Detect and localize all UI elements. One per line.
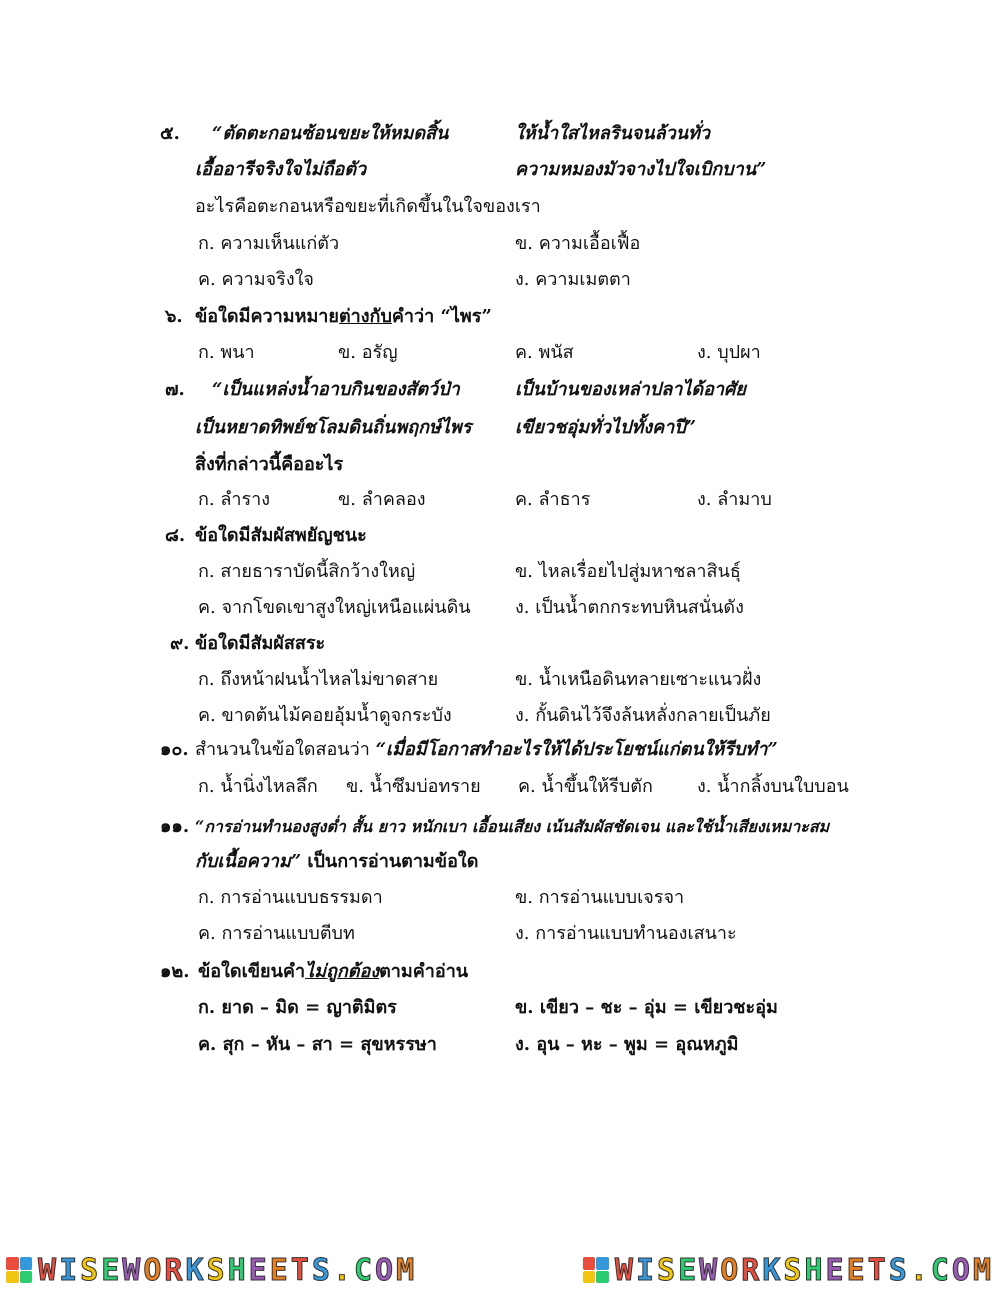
q11-question-line2-post: เป็นการอ่านตามข้อใด (301, 851, 479, 872)
footer-brand-text-left: WISEWORKSHEETS.COM (38, 1252, 418, 1288)
q7-poem-line2-right: เขียวชอุ่มทั่วไปทั้งคาปี” (515, 417, 697, 438)
footer-brand-left (6, 1253, 417, 1288)
q11-question-line2-quote: กับเนื้อความ” (195, 851, 302, 872)
q6-choice-a[interactable]: ก. พนา (198, 342, 255, 363)
q5-poem-line1-left: “ตัดตะกอนซ้อนขยะให้หมดสิ้น (212, 123, 449, 144)
q7-poem-line1-left: “เป็นแหล่งน้ำอาบกินของสัตว์ป่า (212, 379, 460, 400)
q5-choice-a[interactable]: ก. ความเห็นแก่ตัว (198, 233, 340, 254)
q11-choice-b[interactable]: ข. การอ่านแบบเจรจา (515, 887, 685, 908)
q6-question-post: คำว่า “ไพร” (391, 306, 492, 327)
q9-number: ๙. (170, 633, 190, 654)
q11-choice-c[interactable]: ค. การอ่านแบบตีบท (198, 923, 355, 944)
q7-question: สิ่งที่กล่าวนี้คืออะไร (195, 454, 344, 475)
q10-choice-b[interactable]: ข. น้ำซึมบ่อทราย (346, 776, 481, 797)
q8-choice-d[interactable]: ง. เป็นน้ำตกกระทบหินสนั่นดัง (515, 597, 744, 618)
q5-poem-line1-right: ให้น้ำใสไหลรินจนล้วนทั่ว (515, 123, 711, 144)
q9-choice-c[interactable]: ค. ขาดต้นไม้คอยอุ้มน้ำดูจกระบัง (198, 705, 452, 726)
q7-choice-a[interactable]: ก. ลำราง (198, 489, 271, 510)
q6-number: ๖. (165, 306, 183, 327)
q6-choice-c[interactable]: ค. พนัส (515, 342, 574, 363)
q12-choice-a[interactable]: ก. ยาด – มิด = ญาติมิตร (198, 997, 397, 1018)
q7-poem-line2-left: เป็นหยาดทิพย์ชโลมดินถิ่นพฤกษ์ไพร (195, 417, 472, 438)
q10-question-pre: สำนวนในข้อใดสอนว่า (195, 739, 370, 760)
wiseworksheets-logo-icon (583, 1257, 609, 1283)
q9-choice-d[interactable]: ง. กั้นดินไว้จึงล้นหลั่งกลายเป็นภัย (515, 705, 771, 726)
q8-question: ข้อใดมีสัมผัสพยัญชนะ (195, 525, 367, 546)
footer-brand-right (583, 1253, 994, 1288)
q5-number: ๕. (160, 123, 180, 144)
q8-number: ๘. (165, 525, 186, 546)
q7-choice-b[interactable]: ข. ลำคลอง (338, 489, 426, 510)
footer-brand-text-right: WISEWORKSHEETS.COM (614, 1252, 994, 1288)
q6-choice-d[interactable]: ง. บุปผา (697, 342, 761, 363)
q5-question: อะไรคือตะกอนหรือขยะที่เกิดขึ้นในใจของเรา (195, 196, 541, 217)
q5-poem-line2-right: ความหมองมัวจางไปใจเบิกบาน” (515, 159, 767, 180)
q9-choice-a[interactable]: ก. ถึงหน้าฝนน้ำไหลไม่ขาดสาย (198, 669, 439, 690)
q8-choice-b[interactable]: ข. ไหลเรื่อยไปสู่มหาชลาสินธุ์ (515, 561, 741, 582)
q7-poem-line1-right: เป็นบ้านของเหล่าปลาได้อาศัย (515, 379, 746, 400)
q7-choice-d[interactable]: ง. ลำมาบ (697, 489, 772, 510)
q8-choice-c[interactable]: ค. จากโขดเขาสูงใหญ่เหนือแผ่นดิน (198, 597, 471, 618)
q10-question (195, 738, 778, 762)
q12-question-pre: ข้อใดเขียนคำ (198, 961, 306, 982)
q12-choice-d[interactable]: ง. อุน – หะ – พูม = อุณหภูมิ (515, 1034, 739, 1055)
q12-choice-c[interactable]: ค. สุก – หัน – สา = สุขหรรษา (198, 1034, 437, 1055)
q9-choice-b[interactable]: ข. น้ำเหนือดินทลายเซาะแนวฝั่ง (515, 669, 762, 690)
q10-choice-c[interactable]: ค. น้ำขึ้นให้รีบตัก (518, 776, 653, 797)
q6-question-pre: ข้อใดมีความหมาย (195, 306, 339, 327)
q12-number: ๑๒. (160, 961, 190, 982)
wiseworksheets-logo-icon (6, 1257, 32, 1283)
q12-question-underlined: ไม่ถูกต้อง (305, 961, 380, 982)
q11-number: ๑๑. (160, 816, 190, 837)
q11-question-line2 (195, 850, 478, 874)
q12-choice-b[interactable]: ข. เขียว – ชะ – อุ่ม = เขียวชะอุ่ม (515, 997, 778, 1018)
q5-choice-c[interactable]: ค. ความจริงใจ (198, 269, 314, 290)
q9-question: ข้อใดมีสัมผัสสระ (195, 633, 326, 654)
q12-question-post: ตามคำอ่าน (379, 961, 469, 982)
q8-choice-a[interactable]: ก. สายธาราบัดนี้สิกว้างใหญ่ (198, 561, 416, 582)
q11-choice-a[interactable]: ก. การอ่านแบบธรรมดา (198, 887, 383, 908)
q11-choice-d[interactable]: ง. การอ่านแบบทำนองเสนาะ (515, 923, 737, 944)
q11-question-line1: “การอ่านทำนองสูงต่ำ สั้น ยาว หนักเบา เอื้อนเสียง เน้นสัมผัสชัดเจน และใช้น้ำเสียงเหมาะสม (195, 817, 830, 836)
q6-choice-b[interactable]: ข. อรัญ (338, 342, 398, 363)
q5-choice-b[interactable]: ข. ความเอื้อเฟื้อ (515, 233, 641, 254)
q10-choice-a[interactable]: ก. น้ำนิ่งไหลลึก (198, 776, 318, 797)
q6-question (195, 305, 492, 329)
q7-number: ๗. (165, 379, 185, 400)
q7-choice-c[interactable]: ค. ลำธาร (515, 489, 591, 510)
q10-question-quote: “เมื่อมีโอกาสทำอะไรให้ได้ประโยชน์แก่ตนให้รีบทำ” (375, 739, 778, 760)
q10-number: ๑๐. (160, 739, 189, 760)
q12-question (198, 960, 468, 984)
q5-choice-d[interactable]: ง. ความเมตตา (515, 269, 631, 290)
q10-choice-d[interactable]: ง. น้ำกลิ้งบนใบบอน (697, 776, 849, 797)
q6-question-underlined: ต่างกับ (338, 306, 392, 327)
q5-poem-line2-left: เอื้ออารีจริงใจไม่ถือตัว (195, 159, 367, 180)
footer-watermark (0, 1252, 1000, 1288)
